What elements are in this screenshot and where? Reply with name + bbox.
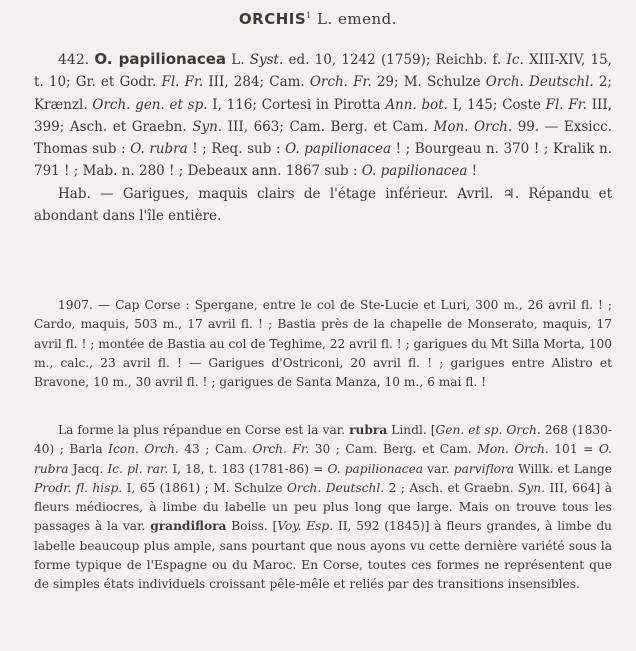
genus-title: ORCHIS <box>238 10 307 28</box>
discussion-run: Ic. pl. rar. <box>107 461 169 476</box>
citation-run: O. papilionacea <box>361 163 468 180</box>
citation-run: O. rubra <box>130 141 188 158</box>
citation-run: Ann. bot. <box>385 96 448 113</box>
citation-run: Orch. gen. et sp. <box>92 96 208 113</box>
citation-run: Syn. <box>192 118 223 135</box>
footnote-ref: 1 <box>306 11 312 20</box>
citation-run: 2; Krænzl. <box>34 74 612 113</box>
citation-run: Fl. Fr. <box>545 96 587 113</box>
discussion-run: 2 ; Asch. et Graebn. <box>384 480 519 495</box>
discussion-run: rubra <box>349 423 388 437</box>
citation-run: I, 116; Cortesi in Pirotta <box>207 96 386 113</box>
discussion-run: Jacq. <box>68 461 108 476</box>
discussion-run: La forme la plus répandue en Corse est la var. <box>58 423 350 437</box>
citation-run: ed. 10, 1242 (1759); Reichb. f. <box>283 52 507 68</box>
citation-run: III, 284; Cam. <box>203 74 310 91</box>
discussion-run: I, 65 (1861) ; M. Schulze <box>122 480 287 495</box>
habitat-text: Hab. — Garigues, maquis clairs de l'étage inférieur. Avril. ♃. Répandu et abondant dans l'île entière. <box>34 185 612 225</box>
citation-run: I, 145; Coste <box>447 96 546 113</box>
discussion-run: Orch. Fr. <box>252 442 310 457</box>
discussion-run: Gen. et sp. Orch. <box>435 423 541 437</box>
observations-text: 1907. — Cap Corse : Spergane, entre le col de Ste-Lucie et Luri, 300 m., 26 avril fl. ! ; Cardo, maquis, 503 m., 17 avril fl. ! ; Bastia près de la chapelle de Monserato, maquis, 17 avril fl. ! ; montée de Bastia au col de Teghime, 22 avril fl. ! ; garigues du Mt Silla Morta, 100 m., calc., 23 avril fl. ! — Garigues d'Ostriconi, 20 avril fl. ! ; garigues entre Alistro et Bravone, 10 m., 30 avril fl. ! ; garigues de Santa Manza, 10 m., 6 mai fl. ! <box>34 298 613 390</box>
discussion-run: parviflora <box>453 461 515 476</box>
citation-run: Syst. <box>249 52 284 68</box>
discussion-run: 30 ; Cam. Berg. et Cam. <box>309 442 478 457</box>
citation-run: III, 663; Cam. Berg. et Cam. <box>222 118 434 135</box>
genus-author: L. emend. <box>317 10 398 28</box>
discussion-run: Lindl. [ <box>387 423 436 437</box>
discussion-run: Icon. Orch. <box>108 442 179 457</box>
discussion-run: Voy. Esp. <box>277 519 334 534</box>
citation-run: L. <box>231 52 250 68</box>
discussion-run: III, 664] à fleurs médiocres, à limbe du labelle un peu plus long que large. Mais on trouve tous les passages à la var. <box>34 480 612 534</box>
species-entry <box>34 48 612 227</box>
discussion-run: I, 18, t. 183 (1781-86) = <box>168 461 328 476</box>
discussion-run: Syn. <box>518 480 546 495</box>
discussion-run: O. rubra <box>34 442 612 476</box>
citation-run: ! ; Bourgeau n. 370 ! ; Kralik n. 791 ! ; Mab. n. 280 ! ; Debeaux ann. 1867 sub : <box>34 141 613 180</box>
observations-block <box>34 296 612 392</box>
citation-run: ! <box>467 163 478 180</box>
discussion-run: O. papilionacea <box>327 461 424 476</box>
discussion-run: Prodr. fl. hisp. <box>34 480 123 495</box>
citation-run: 29; M. Schulze <box>371 74 486 91</box>
discussion-run: grandiflora <box>150 519 227 534</box>
discussion-run: 101 = <box>548 442 599 457</box>
citation-run: Orch. Deutschl. <box>485 74 594 91</box>
discussion-run: Boiss. [ <box>226 519 278 534</box>
discussion-run: Willk. et Lange <box>514 461 612 476</box>
species-citation <box>34 48 612 183</box>
citation-run: Mon. Orch. <box>433 118 513 135</box>
discussion-run: Mon. Orch. <box>477 442 549 457</box>
discussion-run: Orch. Deutschl. <box>286 480 385 495</box>
discussion-run: II, 592 (1845)] à fleurs grandes, à limbe du labelle beaucoup plus ample, sans pourtant que nous ayons vu cette dernière variété sous la forme typique de l'Espagne ou du Maroc. En Corse, toutes ces formes ne représentent que de simples états individuels croissant pêle-mêle et reliés par des transitions insensibles. <box>34 519 612 592</box>
discussion-run: var. <box>423 461 454 476</box>
citation-run: Orch. Fr. <box>309 74 372 91</box>
species-number: 442. <box>58 52 90 68</box>
citation-run: Ic. <box>506 52 524 68</box>
citation-run: ! ; Req. sub : <box>187 141 286 158</box>
citation-run: O. papilionacea <box>285 141 392 158</box>
page-header <box>0 10 636 28</box>
citation-run: XIII-XIV, 15, t. 10; Gr. et Godr. <box>34 52 612 91</box>
citation-run: Fl. Fr. <box>161 74 204 91</box>
discussion-run: 43 ; Cam. <box>178 442 253 457</box>
species-name: O. papilionacea <box>94 50 227 68</box>
discussion-text <box>34 421 612 595</box>
citation-text <box>34 52 612 179</box>
discussion-run: 268 (1830-40) ; Barla <box>34 423 612 457</box>
discussion-block <box>34 421 612 595</box>
citation-run: 99. — Exsicc. Thomas sub : <box>34 118 612 158</box>
citation-run: III, 399; Asch. et Graebn. <box>34 96 612 135</box>
